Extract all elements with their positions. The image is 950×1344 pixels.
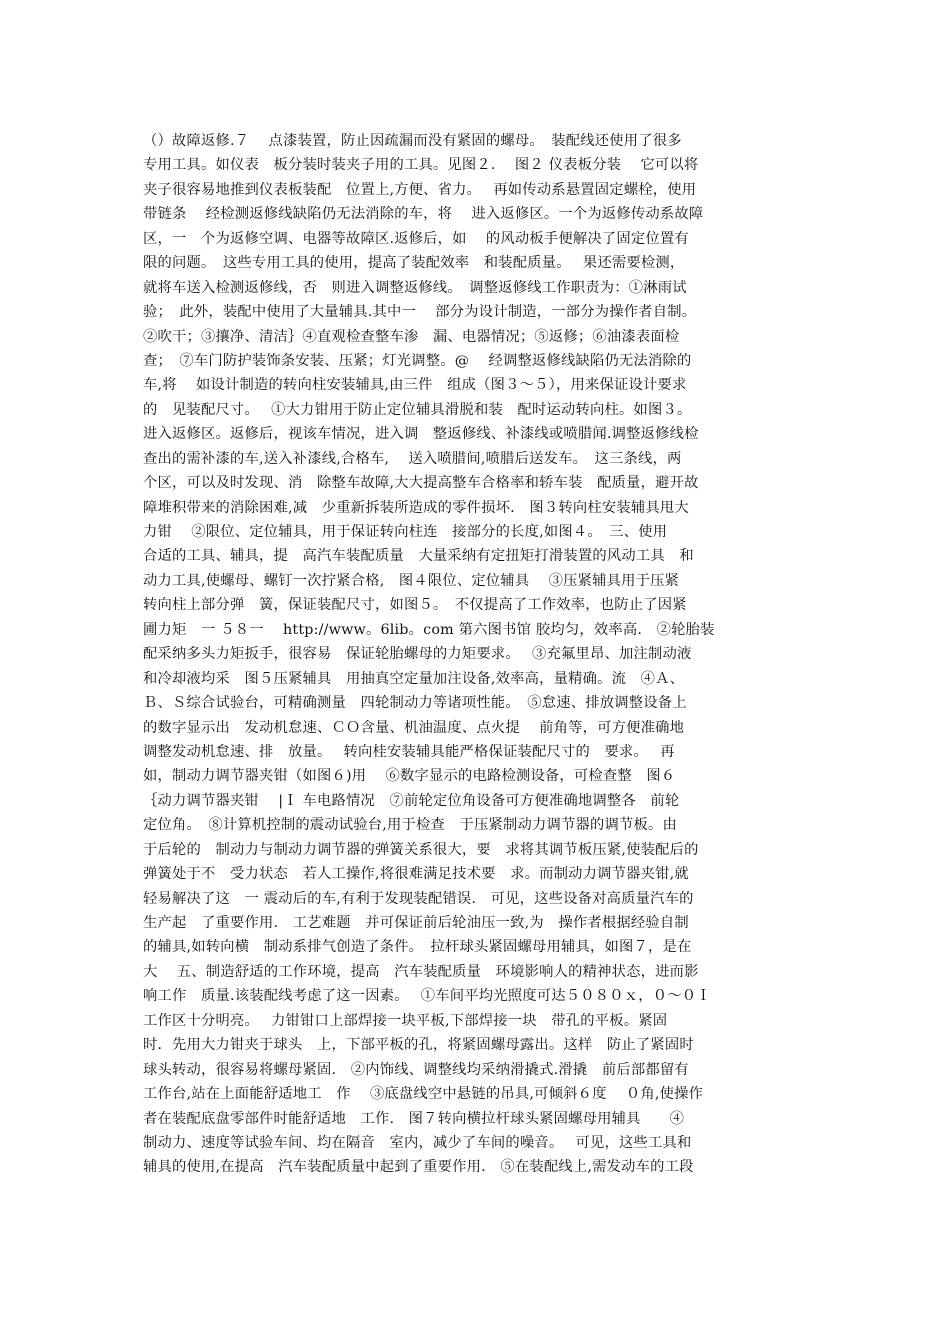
text-line: 进入返修区。返修后，视该车情况，进入调 整返修线、补漆线或喷腊闻.调整返修线检 xyxy=(143,426,699,443)
text-line: 的数字显示出 发动机怠速、ＣＯ含量、机油温度、点火提 前角等，可方便准确地 xyxy=(143,719,685,736)
text-line: 专用工具。如仪表 板分装时装夹子用的工具。见图２. 图２ 仪表板分装 它可以将 xyxy=(143,157,699,174)
text-line: 查； ⑦车门防护装饰条安装、压紧；灯光调整。@ 经调整返修线缺陷仍无法消除的 xyxy=(143,352,692,369)
text-line: 定位角。 ⑧计算机控制的震动试验台,用于检查 于压紧制动力调节器的调节板。由 xyxy=(143,817,677,834)
text-line: 响工作 质量.该装配线考虑了这一因素。 ①车间平均光照度可达５０８０ｘ，０～０Ｉ xyxy=(143,988,711,1005)
text-line: 夹子很容易地推到仪表板装配 位置上,方便、省力。 再如传动系悬置固定螺栓，使用 xyxy=(143,181,697,198)
text-line: 转向柱上部分弹 簧，保证装配尺寸，如图５。 不仅提高了工作效率，也防止了因紧 xyxy=(143,597,687,614)
text-line: 动力工具,使螺母、螺钉一次拧紧合格, 图４限位、定位辅具 ③压紧辅具用于压紧 xyxy=(143,572,680,589)
text-line: 圃力矩 一 ５８一 http://www。6lib。com 第六图书馆 胶均匀，效率高. ②轮胎装 xyxy=(143,621,715,638)
text-line: 者在装配底盘零部件时能舒适地 工作. 图７转向横拉杆球头紧固螺母用辅具 ④ xyxy=(143,1110,685,1127)
text-line: 时．先用大力钳夹于球头 上，下部平板的孔，将紧固螺母露出。这样 防止了紧固时 xyxy=(143,1037,694,1054)
text-line: 力钳 ②限位、定位辅具，用于保证转向柱连 接部分的长度,如图４。 三、使用 xyxy=(143,524,668,540)
text-line: ②吹干；③攘净、清洁｝④直观检查整车渗 漏、电器情况；⑤返修；⑥油漆表面检 xyxy=(143,328,680,345)
text-line: 工作台,站在上面能舒适地工 作 ③底盘线空中悬链的吊具,可倾斜６度 ０角,使操作 xyxy=(143,1086,704,1103)
text-line: 个区，可以及时发现、消 除整车故障,大大提高整车合格率和轿车装 配质量，避开故 xyxy=(143,475,699,492)
text-line: ｛动力调节器夹钳 |Ｉ 车电路情况 ⑦前轮定位角设备可方便准确地调整各 前轮 xyxy=(143,792,680,809)
text-line: Ｂ、Ｓ综合试验台，可精确测量 四轮制动力等诸项性能。 ⑤怠速、排放调整设备上 xyxy=(143,695,687,712)
text-line: 工作区十分明亮。 力钳钳口上部焊接一块平板,下部焊接一块 带孔的平板。紧固 xyxy=(143,1012,668,1029)
text-line: 球头转动，很容易将螺母紧固. ②内饰线、调整线均采纳滑撬式.滑撬 前后部都留有 xyxy=(143,1061,689,1078)
text-line: 大 五、制造舒适的工作环境，提高 汽车装配质量 环境影响人的精神状态，进而影 xyxy=(143,963,699,980)
text-line: 弹簧处于不 受力状态 若人工操作,将很难满足技术要 求。而制动力调节器夹钳,就 xyxy=(143,866,689,883)
text-line: 调整发动机怠速、排 放量。 转向桂安装辅具能严格保证装配尺寸的 要求。 再 xyxy=(143,743,675,760)
text-line: 的 见装配尺寸。 ①大力钳用于防止定位辅具滑脱和装 配时运动转向柱。如图３。 xyxy=(143,401,692,418)
text-line: （）故障返修.７ 点漆装置，防止因疏漏而没有紧固的螺母。 装配线还使用了很多 xyxy=(143,133,682,149)
text-line: 限的问题。 这些专用工具的使用，提高了装配效率 和装配质量。 果还需要检测， xyxy=(143,255,685,272)
text-line: 带链条 经检测返修线缺陷仍无法消除的车，将 进入返修区。一个为返修传动系故障 xyxy=(143,206,704,223)
text-line: 于后轮的 制动力与制动力调节器的弹簧关系很大，要 求将其调节板压紧,使装配后的 xyxy=(143,841,699,858)
text-line: 障堆积带来的消除困难,减 少重新拆装所造成的零件损坏. 图３转向柱安装辅具甩大 xyxy=(143,499,689,516)
text-line: 生产起 了重要作用. 工艺难题 并可保证前后轮油压一致,为 操作者根据经验自制 xyxy=(143,915,689,931)
text-line: 辅具的使用,在提高 汽车装配质量中起到了重要作用. ⑤在装配线上,需发动车的工段 xyxy=(143,1159,694,1176)
text-line: 区，一 个为返修空调、电器等故障区.返修后，如 的风动板手便解决了固定位置有 xyxy=(143,230,689,247)
text-line: 如，制动力调节器夹钳（如图６)用 ⑥数字显示的电路检测设备，可检查整 图６ xyxy=(143,768,676,785)
text-line: 制动力、速度等试验车间、均在隔音 室内，减少了车间的噪音。 可见，这些工具和 xyxy=(143,1134,692,1151)
text-line: 合适的工具、辅具，提 高汽车装配质量 大量采纳有定扭矩打滑装置的风动工具 和 xyxy=(143,548,694,565)
text-line: 的辅具,如转向横 制动系排气创造了条件。 拉杆球头紧固螺母用辅具，如图７，是在 xyxy=(143,939,692,956)
body-text xyxy=(143,129,803,1180)
text-line: 和冷却液均采 图５压紧辅具 用抽真空定量加注设备,效率高，量精确。流 ④Ａ、 xyxy=(143,670,685,687)
text-line: 轻易解决了这 一 震动后的车,有利于发现装配错误. 可见，这些设备对高质量汽车的 xyxy=(143,890,694,907)
text-line: 配采纳多头力矩扳手，很容易 保证轮胎螺母的力矩要求。 ③充氟里昂、加注制动液 xyxy=(143,646,692,663)
text-line: 就将车送入检测返修线，否 则进入调整返修线。 调整返修线工作职责为：①淋雨试 xyxy=(143,279,687,296)
text-line: 验； 此外，装配中使用了大量辅具.其中一 部分为设计制造，一部分为操作者自制。 xyxy=(143,304,697,321)
text-line: 车,将 如设计制造的转向柱安装辅具,由三件 组成（图３～５），用来保证设计要求 xyxy=(143,377,687,394)
text-line: 查出的需补漆的车,送入补漆线,合格车, 送入喷腊间,喷腊后送发车。 这三条线，两 xyxy=(143,450,682,467)
